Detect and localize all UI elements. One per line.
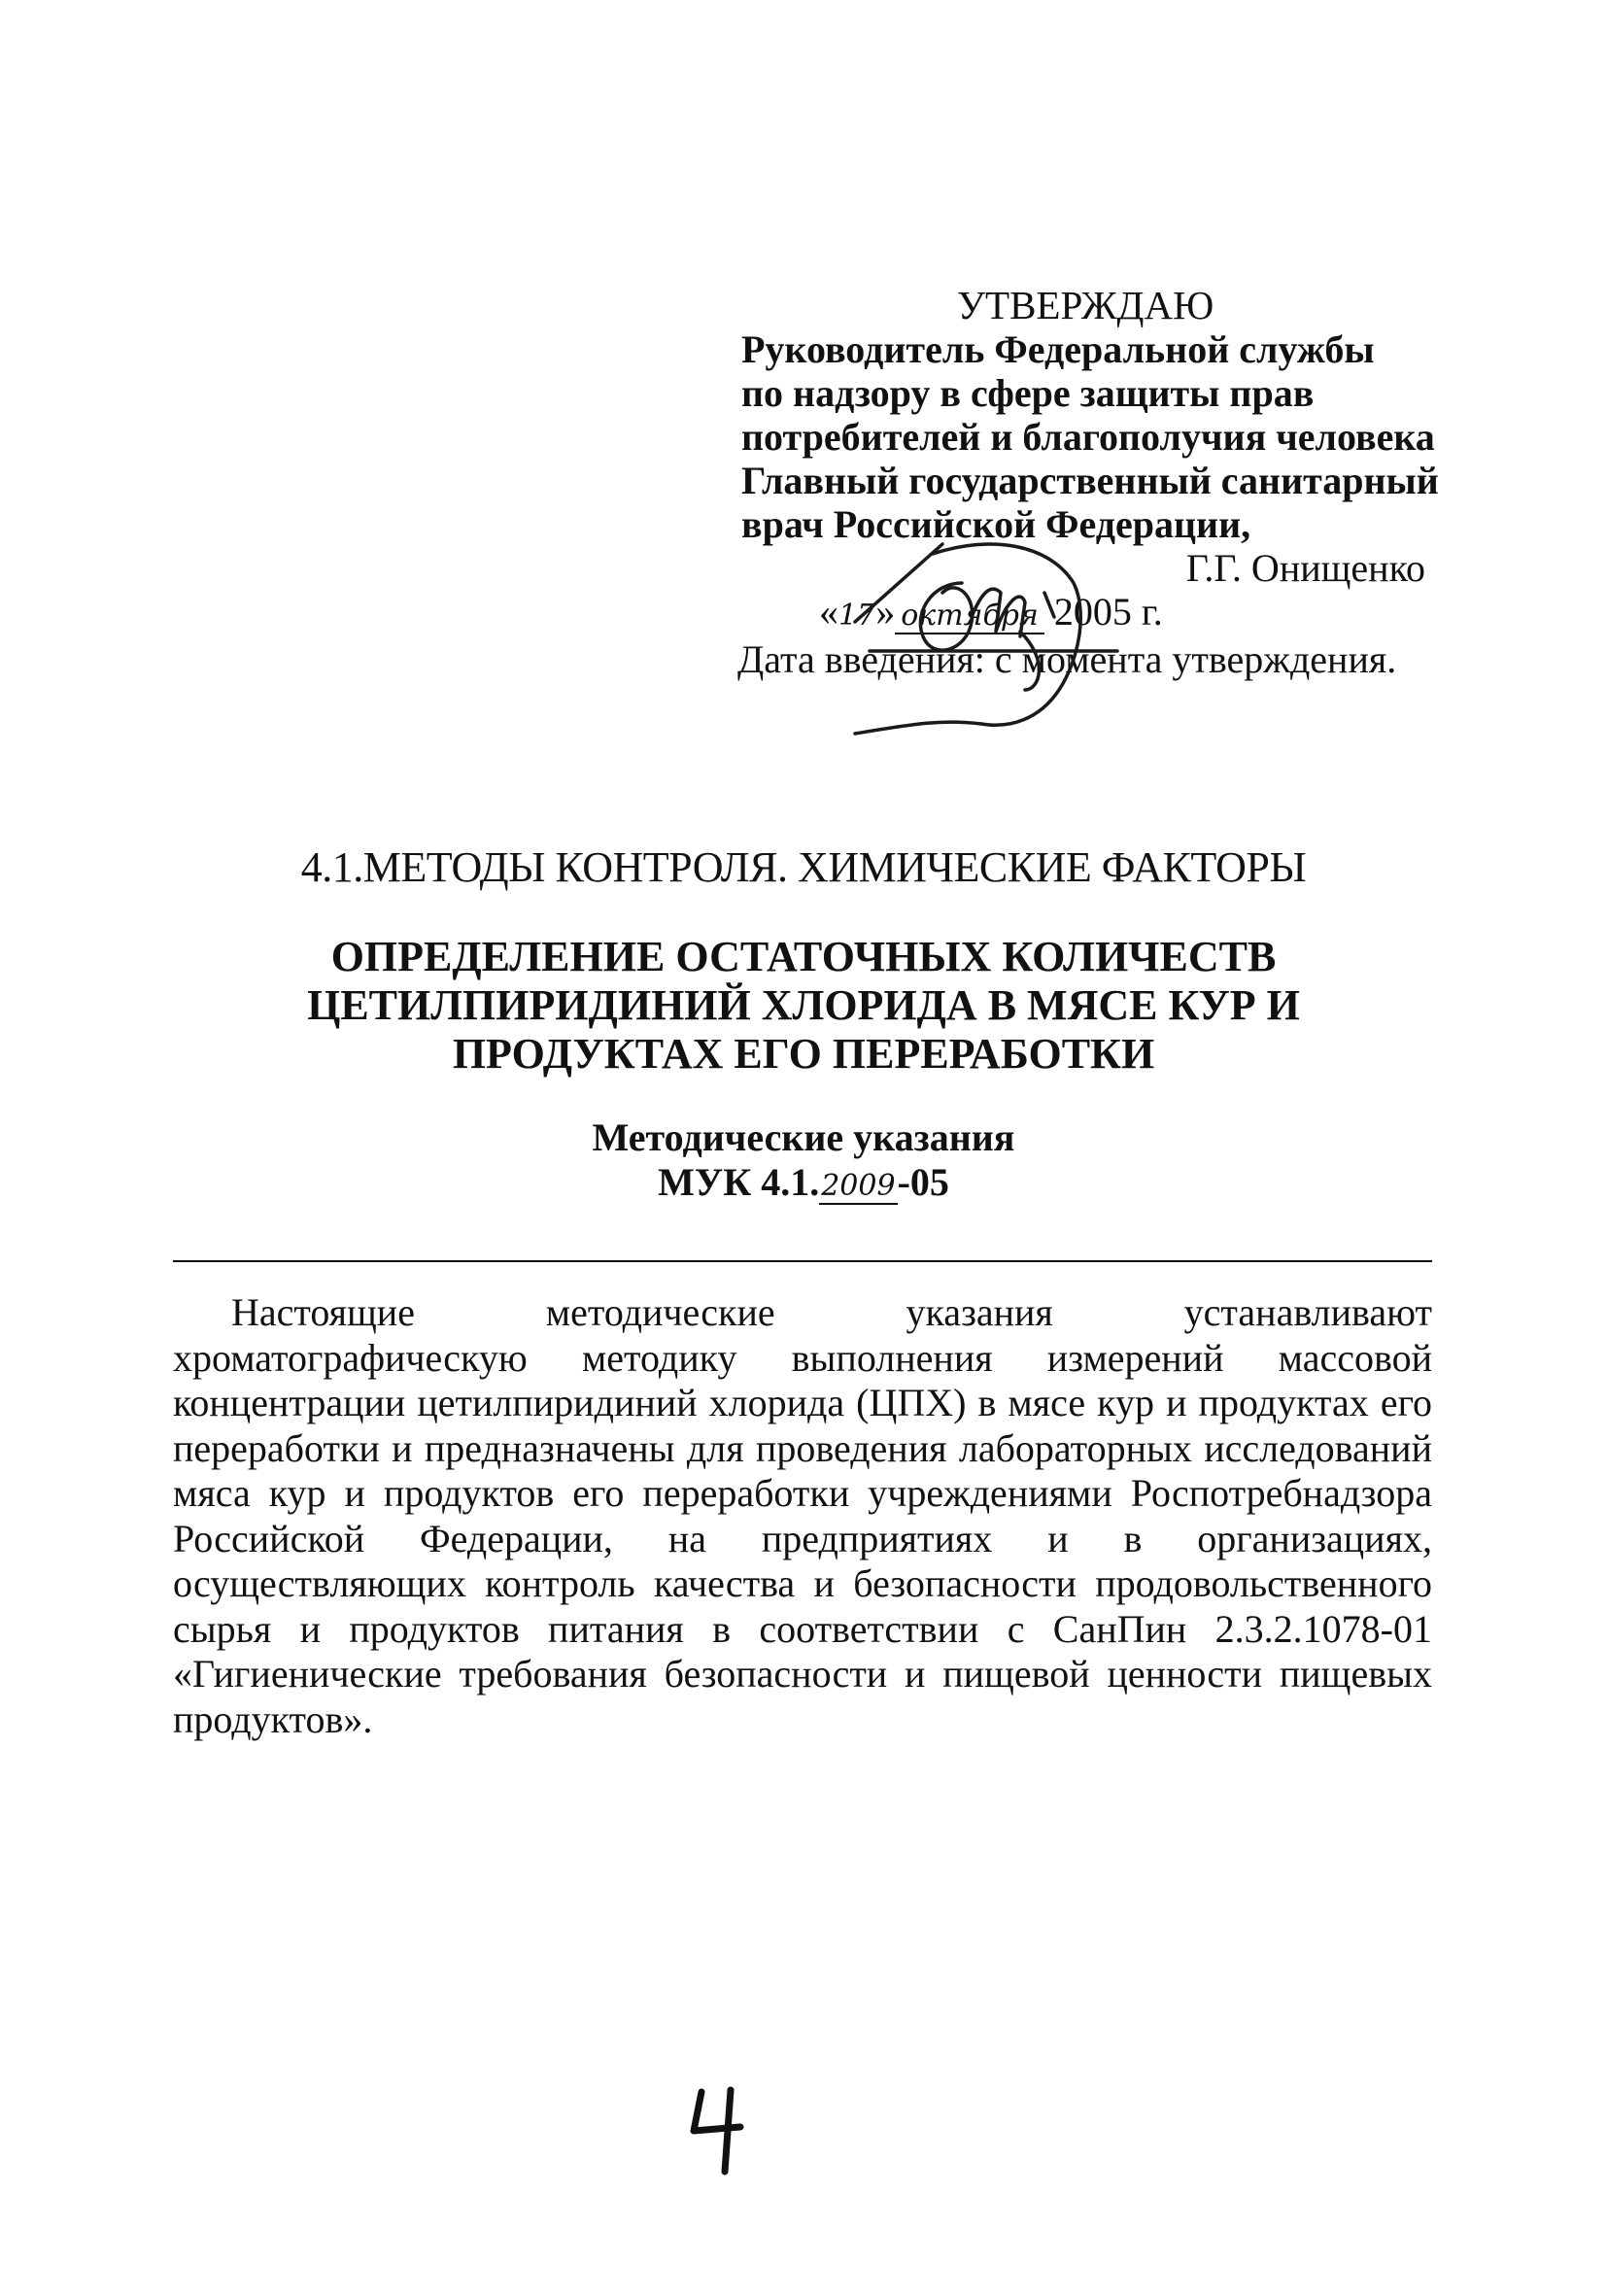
- document-subtitle: [0, 1115, 1607, 1209]
- date-month-handwritten: октября: [895, 599, 1044, 634]
- approver-name: Г.Г. Онищенко: [1185, 546, 1425, 590]
- date-day-handwritten: 17: [838, 599, 876, 633]
- approval-line-2: по надзору в сфере защиты прав: [741, 371, 1315, 415]
- approval-line-1: Руководитель Федеральной службы: [741, 327, 1375, 371]
- doc-number: МУК 4.1.2009-05: [658, 1160, 949, 1204]
- intro-paragraph: Настоящие методические указания устанавливают хроматографическую методику выполнения измерений массовой концентрации цетилпиридиний хлорида (ЦПХ) в мясе кур и продуктах его переработки и предназначены для проведения лабораторных исследований мяса кур и продуктов его переработки учреждениями Роспотребнадзора Российской Федерации, на предприятиях и в организациях, осуществляющих контроль качества и безопасности продовольственного сырья и продуктов питания в соответствии с СанПин 2.3.2.1078-01 «Гигиенические требования безопасности и пищевой ценности пищевых продуктов».: [173, 1290, 1432, 1741]
- approval-date: «17» октября 2005 г.: [819, 590, 1163, 634]
- doc-type: Методические указания: [592, 1115, 1015, 1159]
- page-number-handwritten: [680, 2084, 758, 2181]
- approval-line-5: врач Российской Федерации,: [741, 502, 1251, 546]
- approval-line-4: Главный государственный санитарный: [741, 459, 1439, 502]
- approval-line-3: потребителей и благополучия человека: [741, 415, 1435, 459]
- effective-date: Дата введения: с момента утверждения.: [737, 637, 1397, 681]
- title-line-3: ПРОДУКТАХ ЕГО ПЕРЕРАБОТКИ: [452, 1030, 1155, 1078]
- doc-number-handwritten: 2009: [821, 1169, 896, 1203]
- section-header: 4.1.МЕТОДЫ КОНТРОЛЯ. ХИМИЧЕСКИЕ ФАКТОРЫ: [300, 843, 1307, 891]
- title-line-1: ОПРЕДЕЛЕНИЕ ОСТАТОЧНЫХ КОЛИЧЕСТВ: [330, 933, 1277, 980]
- horizontal-divider: [173, 1260, 1432, 1262]
- title-line-2: ЦЕТИЛПИРИДИНИЙ ХЛОРИДА В МЯСЕ КУР И: [307, 981, 1300, 1029]
- approval-heading: УТВЕРЖДАЮ: [957, 283, 1214, 327]
- signature-image: [797, 525, 1419, 777]
- date-year: 2005: [1053, 590, 1132, 634]
- document-title: [0, 933, 1607, 1079]
